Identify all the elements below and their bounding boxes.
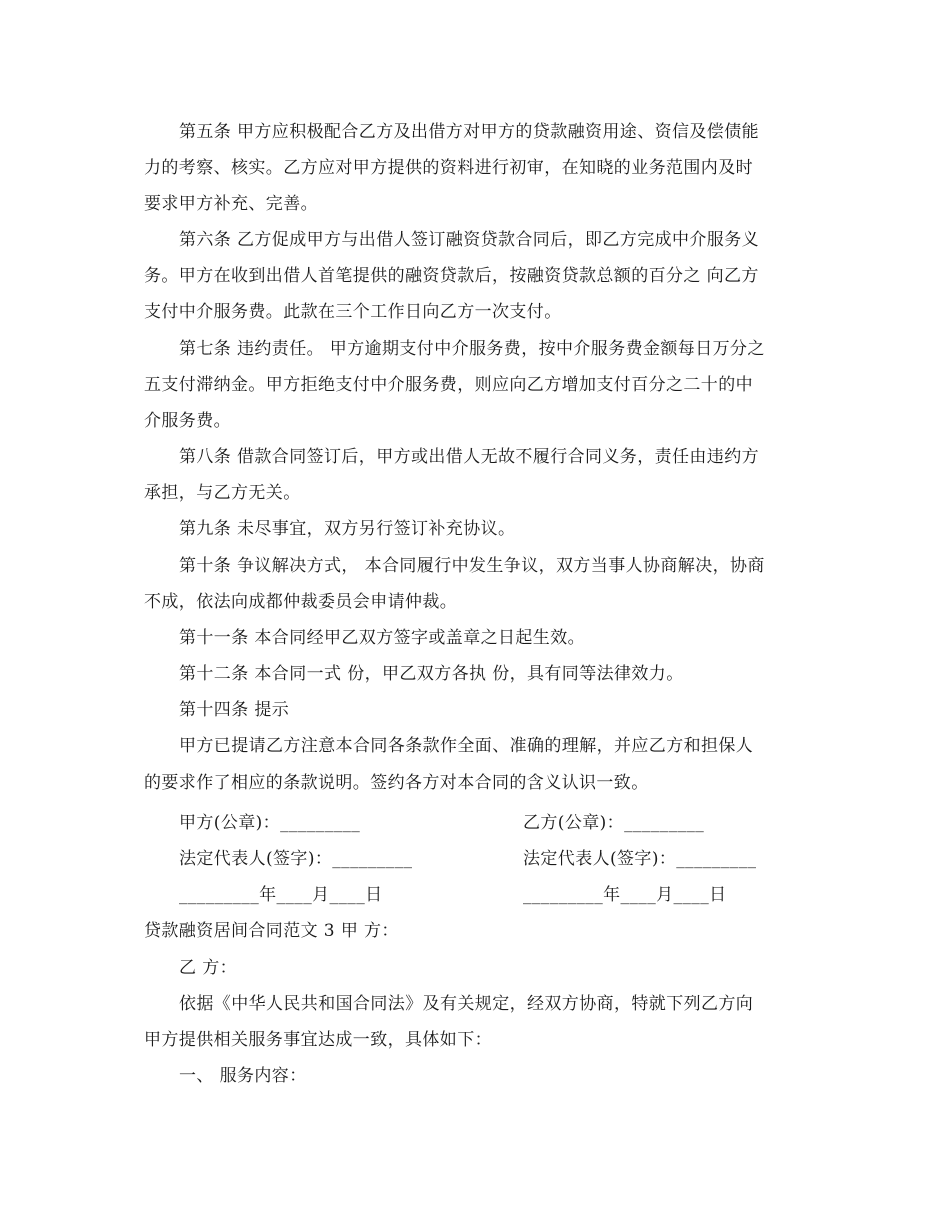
party-b-date: _________年____月____日: [523, 885, 727, 905]
service-content-heading: 一、 服务内容：: [179, 1066, 307, 1086]
clause-6-line-3: 支付中介服务费。此款在三个工作日向乙方一次支付。: [144, 302, 562, 322]
party-b-representative: 法定代表人(签字)：_________: [523, 849, 757, 869]
clause-7-line-3: 介服务费。: [144, 411, 231, 431]
clause-8-line-2: 承担，与乙方无关。: [144, 483, 301, 503]
clause-5-line-1: 第五条 甲方应积极配合乙方及出借方对甲方的贷款融资用途、资信及偿债能: [179, 122, 760, 142]
clause-10-line-1: 第十条 争议解决方式， 本合同履行中发生争议，双方当事人协商解决，协商: [179, 556, 765, 576]
party-a-seal: 甲方(公章)：_________: [179, 813, 361, 833]
notice-line-2: 的要求作了相应的条款说明。签约各方对本合同的含义认识一致。: [144, 773, 649, 793]
party-b-line: 乙 方：: [179, 958, 238, 978]
basis-line-1: 依据《中华人民共和国合同法》及有关规定，经双方协商，特就下列乙方向: [179, 994, 754, 1014]
party-a-representative: 法定代表人(签字)：_________: [179, 849, 413, 869]
notice-line-1: 甲方已提请乙方注意本合同各条款作全面、准确的理解，并应乙方和担保人: [179, 736, 754, 756]
clause-7-line-2: 五支付滞纳金。甲方拒绝支付中介服务费，则应向乙方增加支付百分之二十的中: [144, 375, 753, 395]
clause-5-line-3: 要求甲方补充、完善。: [144, 194, 318, 214]
party-b-seal: 乙方(公章)：_________: [523, 813, 705, 833]
clause-7-line-1: 第七条 违约责任。 甲方逾期支付中介服务费，按中介服务费金额每日万分之: [179, 339, 765, 359]
clause-8-line-1: 第八条 借款合同签订后，甲方或出借人无故不履行合同义务，责任由违约方: [179, 447, 760, 467]
clause-6-line-2: 务。甲方在收到出借人首笔提供的融资贷款后，按融资贷款总额的百分之 向乙方: [144, 266, 759, 286]
clause-9: 第九条 未尽事宜，双方另行签订补充协议。: [179, 519, 516, 539]
clause-11: 第十一条 本合同经甲乙双方签字或盖章之日起生效。: [179, 628, 586, 648]
party-a-date: _________年____月____日: [179, 885, 383, 905]
clause-12: 第十二条 本合同一式 份，甲乙双方各执 份，具有同等法律效力。: [179, 664, 684, 684]
clause-5-line-2: 力的考察、核实。乙方应对甲方提供的资料进行初审，在知晓的业务范围内及时: [144, 158, 753, 178]
clause-14-heading: 第十四条 提示: [179, 700, 290, 720]
clause-6-line-1: 第六条 乙方促成甲方与出借人签订融资贷款合同后，即乙方完成中介服务义: [179, 230, 760, 250]
next-contract-title: 贷款融资居间合同范文 3 甲 方：: [144, 921, 399, 941]
clause-10-line-2: 不成，依法向成都仲裁委员会申请仲裁。: [144, 592, 458, 612]
basis-line-2: 甲方提供相关服务事宜达成一致，具体如下：: [144, 1030, 492, 1050]
